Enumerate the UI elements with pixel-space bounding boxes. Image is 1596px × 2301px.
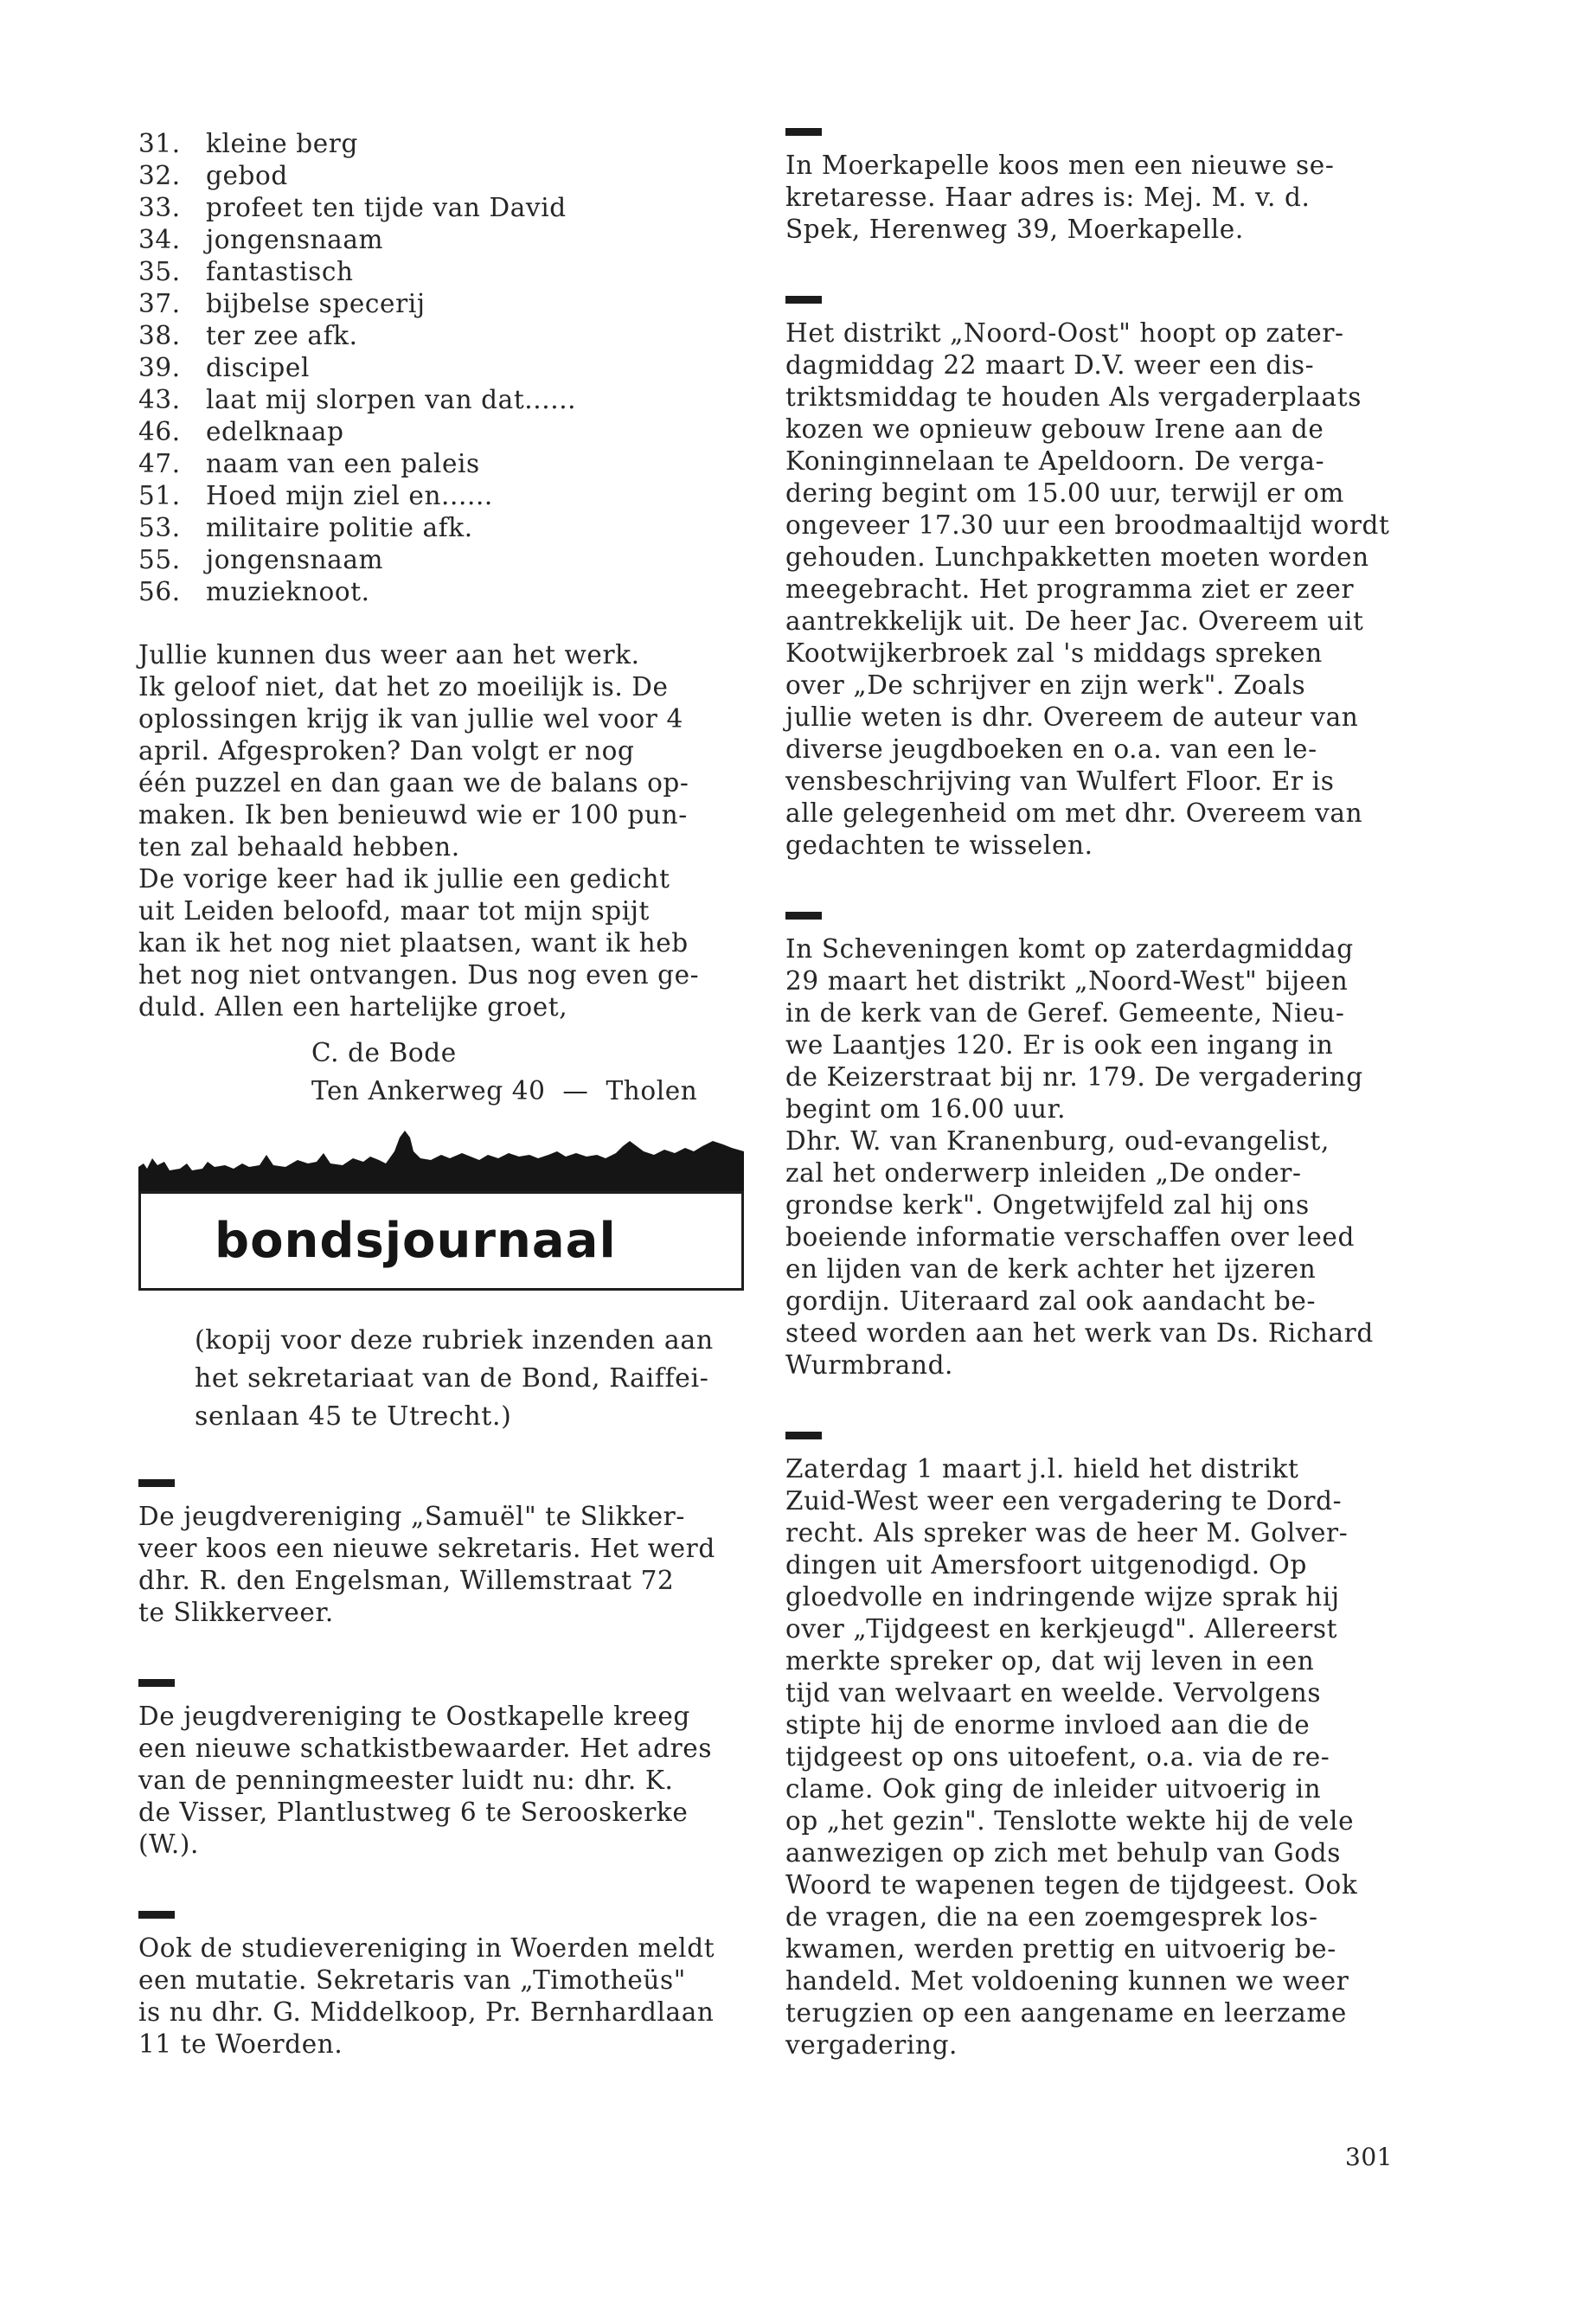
clue-text: jongensnaam (206, 545, 384, 574)
news-item-text: De jeugdvereniging „Samuël" te Slikker- veer koos een nieuwe sekretaris. Het werd dhr. R. den Engelsman, Willemstraat 72 te Slikkerveer. (138, 1502, 715, 1627)
clue-number: 55. (138, 545, 181, 574)
news-items-right (785, 128, 1391, 2061)
news-item-text: In Scheveningen komt op zaterdagmiddag 29 maart het distrikt „Noord-West" bijeen in de kerk van de Geref. Gemeente, Nieu- we Laantjes 120. Er is ook een ingang in de Keizerstraat bij nr. 179. De vergadering begint om 16.00 uur. Dhr. W. van Kranenburg, oud-evangelist, zal het onderwerp inleiden „De onder- grondse kerk". Ongetwijfeld zal hij ons boeiende informatie verschaffen over leed en lijden van de kerk achter het ijzeren gordijn. Uiteraard zal ook aandacht be- steed worden aan het werk van Ds. Richard Wurmbrand. (785, 934, 1374, 1380)
crossword-clue (138, 256, 744, 288)
letter-paragraph: De vorige keer had ik jullie een gedicht uit Leiden beloofd, maar tot mijn spijt kan ik het nog niet plaatsen, want ik heb het nog niet ontvangen. Dus nog even ge- duld. Allen een hartelijke groet, (138, 864, 700, 1022)
crossword-clue (138, 416, 744, 448)
bondsjournaal-header (138, 1129, 744, 1291)
news-item (785, 296, 1391, 862)
clue-number: 38. (138, 321, 181, 350)
clue-number: 35. (138, 257, 181, 286)
news-item (785, 128, 1391, 246)
letter-paragraph: Jullie kunnen dus weer aan het werk. Ik geloof niet, dat het zo moeilijk is. De oplossingen krijg ik van jullie wel voor 4 april. Afgesproken? Dan volgt er nog één puzzel en dan gaan we de balans op- maken. Ik ben benieuwd wie er 100 pun- ten zal behaald hebben. (138, 640, 689, 862)
crossword-clue (138, 128, 744, 160)
news-item-text: De jeugdvereniging te Oostkapelle kreeg een nieuwe schatkistbewaarder. Het adres van de penningmeester luidt nu: dhr. K. de Visser, Plantlustweg 6 te Serooskerke (W.). (138, 1702, 713, 1859)
news-item-text: Ook de studievereniging in Woerden meldt een mutatie. Sekretaris van „Timotheüs" is nu dhr. G. Middelkoop, Pr. Bernhardlaan 11 te Woerden. (138, 1933, 715, 2059)
clue-text: gebod (206, 161, 288, 190)
clue-text: muzieknoot. (206, 577, 370, 606)
bullet-bar-icon (785, 128, 822, 136)
bullet-bar-icon (785, 296, 822, 304)
crossword-clue (138, 288, 744, 320)
clue-text: jongensnaam (206, 225, 384, 254)
clue-number: 31. (138, 129, 181, 158)
bullet-bar-icon (785, 1432, 822, 1439)
crossword-clue-list (138, 128, 744, 608)
crossword-clue (138, 384, 744, 416)
clue-text: discipel (206, 353, 310, 382)
news-items-left (138, 1479, 744, 2061)
clue-text: bijbelse specerij (206, 289, 426, 318)
crossword-clue (138, 480, 744, 512)
page-number: 301 (1345, 2143, 1393, 2171)
news-item (138, 1679, 744, 1861)
crossword-clue (138, 448, 744, 480)
letter-body (138, 639, 744, 1023)
copy-note-text: (kopij voor deze rubriek inzenden aan het sekretariaat van de Bond, Raiffei- senlaan 45 te Utrecht.) (195, 1325, 714, 1432)
left-column (138, 128, 744, 2111)
news-item-text: In Moerkapelle koos men een nieuwe se- kretaresse. Haar adres is: Mej. M. v. d. Spek, Herenweg 39, Moerkapelle. (785, 151, 1335, 244)
news-item-text: Zaterdag 1 maart j.l. hield het distrikt Zuid-West weer een vergadering te Dord- recht. Als spreker was de heer M. Golver- dingen uit Amersfoort uitgenodigd. Op gloedvolle en indringende wijze sprak hij over „Tijdgeest en kerkjeugd". Allereerst merkte spreker op, dat wij leven in een tijd van welvaart en weelde. Vervolgens stipte hij de enorme invloed aan die de tijdgeest op ons uitoefent, o.a. via de re- clame. Ook ging de inleider uitvoerig in op „het gezin". Tenslotte wekte hij de vele aanwezigen op zich met behulp van Gods Woord te wapenen tegen de tijdgeest. Ook de vragen, die na een zoemgesprek los- kwamen, werden prettig en uitvoerig be- handeld. Met voldoening kunnen we weer terugzien op een aangename en leerzame vergadering. (785, 1454, 1358, 2060)
bullet-bar-icon (138, 1679, 175, 1687)
clue-text: militaire politie afk. (206, 513, 473, 542)
clue-number: 53. (138, 513, 181, 542)
clue-number: 33. (138, 193, 181, 222)
clue-number: 37. (138, 289, 181, 318)
bullet-bar-icon (138, 1479, 175, 1487)
section-title-box (138, 1191, 744, 1291)
crossword-clue (138, 352, 744, 384)
signature-address: Ten Ankerweg 40 — Tholen (311, 1076, 698, 1106)
clue-number: 51. (138, 481, 181, 510)
crossword-clue (138, 224, 744, 256)
clue-number: 39. (138, 353, 181, 382)
signature (311, 1034, 744, 1110)
news-item (138, 1911, 744, 2061)
section-title: bondsjournaal (215, 1213, 617, 1269)
clue-number: 56. (138, 577, 181, 606)
crossword-clue (138, 576, 744, 608)
clue-number: 46. (138, 417, 181, 446)
clue-text: fantastisch (206, 257, 354, 286)
crossword-clue (138, 192, 744, 224)
news-item (785, 1432, 1391, 2061)
bullet-bar-icon (138, 1911, 175, 1919)
crossword-clue (138, 320, 744, 352)
clue-text: profeet ten tijde van David (206, 193, 567, 222)
clue-text: ter zee afk. (206, 321, 358, 350)
right-column (785, 128, 1391, 2112)
clue-number: 43. (138, 385, 181, 414)
signature-name: C. de Bode (311, 1038, 457, 1067)
bullet-bar-icon (785, 912, 822, 920)
crossword-clue (138, 512, 744, 544)
news-item (785, 912, 1391, 1381)
clue-number: 47. (138, 449, 181, 478)
clue-text: laat mij slorpen van dat...... (206, 385, 577, 414)
clue-text: naam van een paleis (206, 449, 480, 478)
town-skyline-icon (138, 1129, 744, 1191)
copy-note (195, 1322, 744, 1436)
clue-number: 32. (138, 161, 181, 190)
news-item (138, 1479, 744, 1629)
clue-text: Hoed mijn ziel en...... (206, 481, 493, 510)
clue-text: kleine berg (206, 129, 358, 158)
clue-number: 34. (138, 225, 181, 254)
clue-text: edelknaap (206, 417, 344, 446)
crossword-clue (138, 160, 744, 192)
news-item-text: Het distrikt „Noord-Oost" hoopt op zater- dagmiddag 22 maart D.V. weer een dis- triktsmiddag te houden Als vergaderplaats kozen we opnieuw gebouw Irene aan de Koninginnelaan te Apeldoorn. De verga- dering begint om 15.00 uur, terwijl er om ongeveer 17.30 uur een broodmaaltijd wordt gehouden. Lunchpakketten moeten worden meegebracht. Het programma ziet er zeer aantrekkelijk uit. De heer Jac. Overeem uit Kootwijkerbroek zal 's middags spreken over „De schrijver en zijn werk". Zoals jullie weten is dhr. Overeem de auteur van diverse jeugdboeken en o.a. van een le- vensbeschrijving van Wulfert Floor. Er is alle gelegenheid om met dhr. Overeem van gedachten te wisselen. (785, 318, 1390, 860)
crossword-clue (138, 544, 744, 576)
